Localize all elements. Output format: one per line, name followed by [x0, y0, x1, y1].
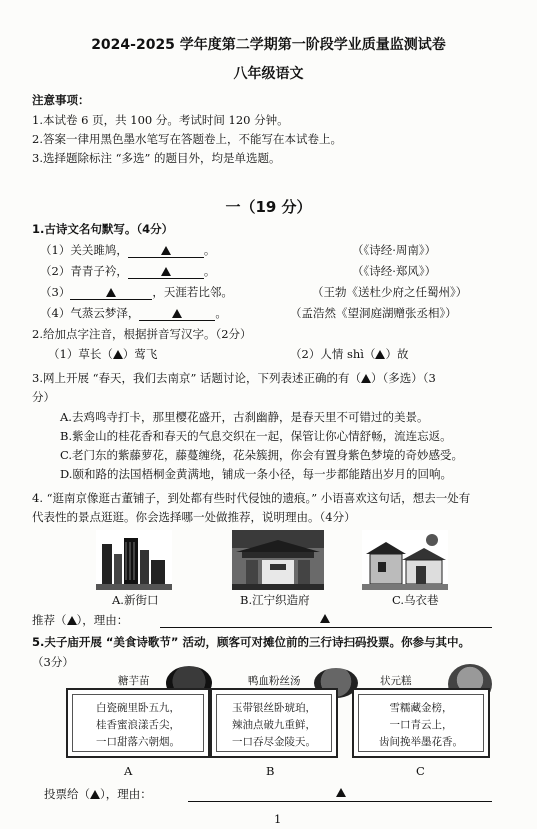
card-c[interactable]: [352, 688, 490, 758]
q1-blank-4[interactable]: [139, 306, 215, 321]
q3-option-c[interactable]: C.老门东的紫藤萝花，藤蔓缠绕，花朵簇拥，你会有置身紫色梦境的奇妙感受。: [60, 448, 464, 462]
wuyixiang-picture: [362, 530, 448, 590]
q3-stem-pre: 3.网上开展 “春天，我们去南京” 话题讨论，下列表述正确的有（: [32, 371, 362, 385]
q4-answer: [32, 612, 128, 628]
triangle-icon: [336, 788, 346, 797]
q4-answer-post: ），理由：: [76, 613, 129, 627]
q2-item-1-post: ）莺飞: [122, 347, 158, 361]
q4-caption-b: B.江宁织造府: [240, 593, 310, 607]
q3-option-a[interactable]: A.去鸡鸣寺打卡，那里樱花盛开，古刹幽静，是春天里不可错过的美景。: [60, 410, 429, 424]
q2-item-2-post: ）故: [385, 347, 409, 361]
q1-source-4: （孟浩然《望洞庭湖赠张丞相》）: [290, 306, 457, 320]
card-c-title: 状元糕: [380, 675, 412, 687]
triangle-icon: [320, 614, 330, 623]
notice-item-3: 3.选择题除标注 “多选” 的题目外，均是单选题。: [32, 151, 281, 165]
card-a-poem-1: 白瓷碗里卧五九，: [96, 702, 180, 714]
triangle-icon: [172, 309, 182, 318]
xinjiekou-picture: [96, 530, 172, 590]
card-b[interactable]: [210, 688, 338, 758]
q1-line-3-post: ，天涯若比邻。: [152, 285, 233, 299]
q1-line-2: [40, 263, 215, 279]
card-a[interactable]: [66, 688, 210, 758]
q2-stem: 2.给加点字注音，根据拼音写汉字。（2分）: [32, 327, 252, 341]
q1-line-1-pre: （1）关关雎鸠，: [40, 243, 128, 257]
q2-item-2-pre: （2）人情 shì（: [290, 347, 376, 361]
section-title: 一（19 分）: [225, 198, 312, 216]
q1-blank-3[interactable]: [70, 285, 152, 300]
q5-answer: [44, 786, 152, 802]
q1-blank-2[interactable]: [128, 264, 204, 279]
q1-source-2: （《诗经·郑风》）: [352, 264, 437, 278]
q5-answer-line[interactable]: [188, 801, 492, 802]
triangle-icon: [161, 246, 171, 255]
q5-line-2: （3分）: [32, 655, 74, 669]
q3-option-d[interactable]: D.颐和路的法国梧桐金黄满地，铺成一条小径，每一步都能踏出岁月的回响。: [60, 467, 452, 481]
q4-caption-c: C.乌衣巷: [392, 593, 439, 607]
triangle-icon[interactable]: [90, 790, 100, 799]
q4-answer-line[interactable]: [160, 627, 492, 628]
q1-source-3: （王勃《送杜少府之任蜀州》）: [312, 285, 468, 299]
q1-source-1: （《诗经·周南》）: [352, 243, 437, 257]
card-b-poem-3: 一口吞尽金陵天。: [232, 736, 316, 748]
card-c-poem-1: 雪糯藏金榜，: [389, 702, 453, 714]
card-b-poem-1: 玉带银丝卧琥珀，: [232, 702, 316, 714]
q3-stem-post: ）（多选）（3: [371, 371, 436, 385]
q1-line-3: [40, 284, 233, 300]
q1-line-1-post: 。: [203, 243, 216, 257]
notice-heading: 注意事项：: [32, 93, 90, 107]
q4-line-2: 代表性的景点逛逛。你会选择哪一处做推荐，说明理由。（4分）: [32, 510, 356, 524]
card-a-poem-3: 一口甜落六朝烟。: [96, 736, 180, 748]
card-c-poem-3: 齿间挽举墨花香。: [379, 736, 463, 748]
card-a-poem-2: 桂香蜜浪漾舌尖，: [96, 719, 180, 731]
q4-caption-a: A.新街口: [112, 593, 159, 607]
card-a-label: A: [124, 764, 133, 778]
q4-answer-pre: 推荐（: [32, 613, 67, 627]
jiangning-picture: [232, 530, 324, 590]
triangle-icon: [161, 267, 171, 276]
q4-line-1: 4. “逛南京像逛古董铺子，到处都有些时代侵蚀的遗痕。” 小语喜欢这句话，想去一处有: [32, 491, 471, 505]
q2-item-1-pre: （1）草长（: [48, 347, 113, 361]
triangle-icon[interactable]: [113, 350, 123, 359]
exam-subtitle: 八年级语文: [233, 66, 304, 82]
triangle-icon: [106, 288, 116, 297]
q5-answer-post: ），理由：: [100, 787, 152, 801]
triangle-icon[interactable]: [361, 374, 371, 383]
q1-line-3-pre: （3）: [40, 285, 71, 299]
q3-option-b[interactable]: B.紫金山的桂花香和春天的气息交织在一起，保管让你心情舒畅，流连忘返。: [60, 429, 452, 443]
q5-answer-pre: 投票给（: [44, 787, 90, 801]
card-c-label: C: [416, 764, 425, 778]
q1-line-1: [40, 242, 215, 258]
card-b-label: B: [266, 764, 275, 778]
card-c-poem-2: 一口青云上，: [389, 719, 453, 731]
q1-line-4-post: 。: [215, 306, 227, 320]
card-a-title: 糖芋苗: [118, 675, 150, 687]
triangle-icon[interactable]: [375, 350, 385, 359]
page-number: 1: [274, 812, 282, 826]
q1-blank-1[interactable]: [128, 243, 204, 258]
card-b-poem-2: 辣油点破九重鲜，: [232, 719, 316, 731]
notice-item-2: 2.答案一律用黑色墨水笔写在答题卷上，不能写在本试卷上。: [32, 132, 342, 146]
q3-stem: [32, 370, 436, 386]
q1-line-4: [40, 305, 227, 321]
q1-line-2-post: 。: [203, 264, 216, 278]
q1-line-2-pre: （2）青青子衿，: [40, 264, 128, 278]
exam-title: 2024-2025 学年度第二学期第一阶段学业质量监测试卷: [91, 37, 446, 53]
q2-item-2: [290, 346, 408, 362]
q3-stem-cont: 分）: [32, 390, 55, 404]
notice-item-1: 1.本试卷 6 页，共 100 分。考试时间 120 分钟。: [32, 113, 289, 127]
card-b-title: 鸭血粉丝汤: [248, 675, 301, 687]
q1-line-4-pre: （4）气蒸云梦泽，: [40, 306, 140, 320]
q5-line-1: 5.夫子庙开展 “美食诗歌节” 活动，顾客可对摊位前的三行诗扫码投票。你参与其中。: [32, 635, 470, 649]
triangle-icon[interactable]: [67, 616, 77, 625]
q1-stem: 1.古诗文名句默写。（4分）: [32, 222, 174, 236]
q2-item-1: [48, 346, 157, 362]
